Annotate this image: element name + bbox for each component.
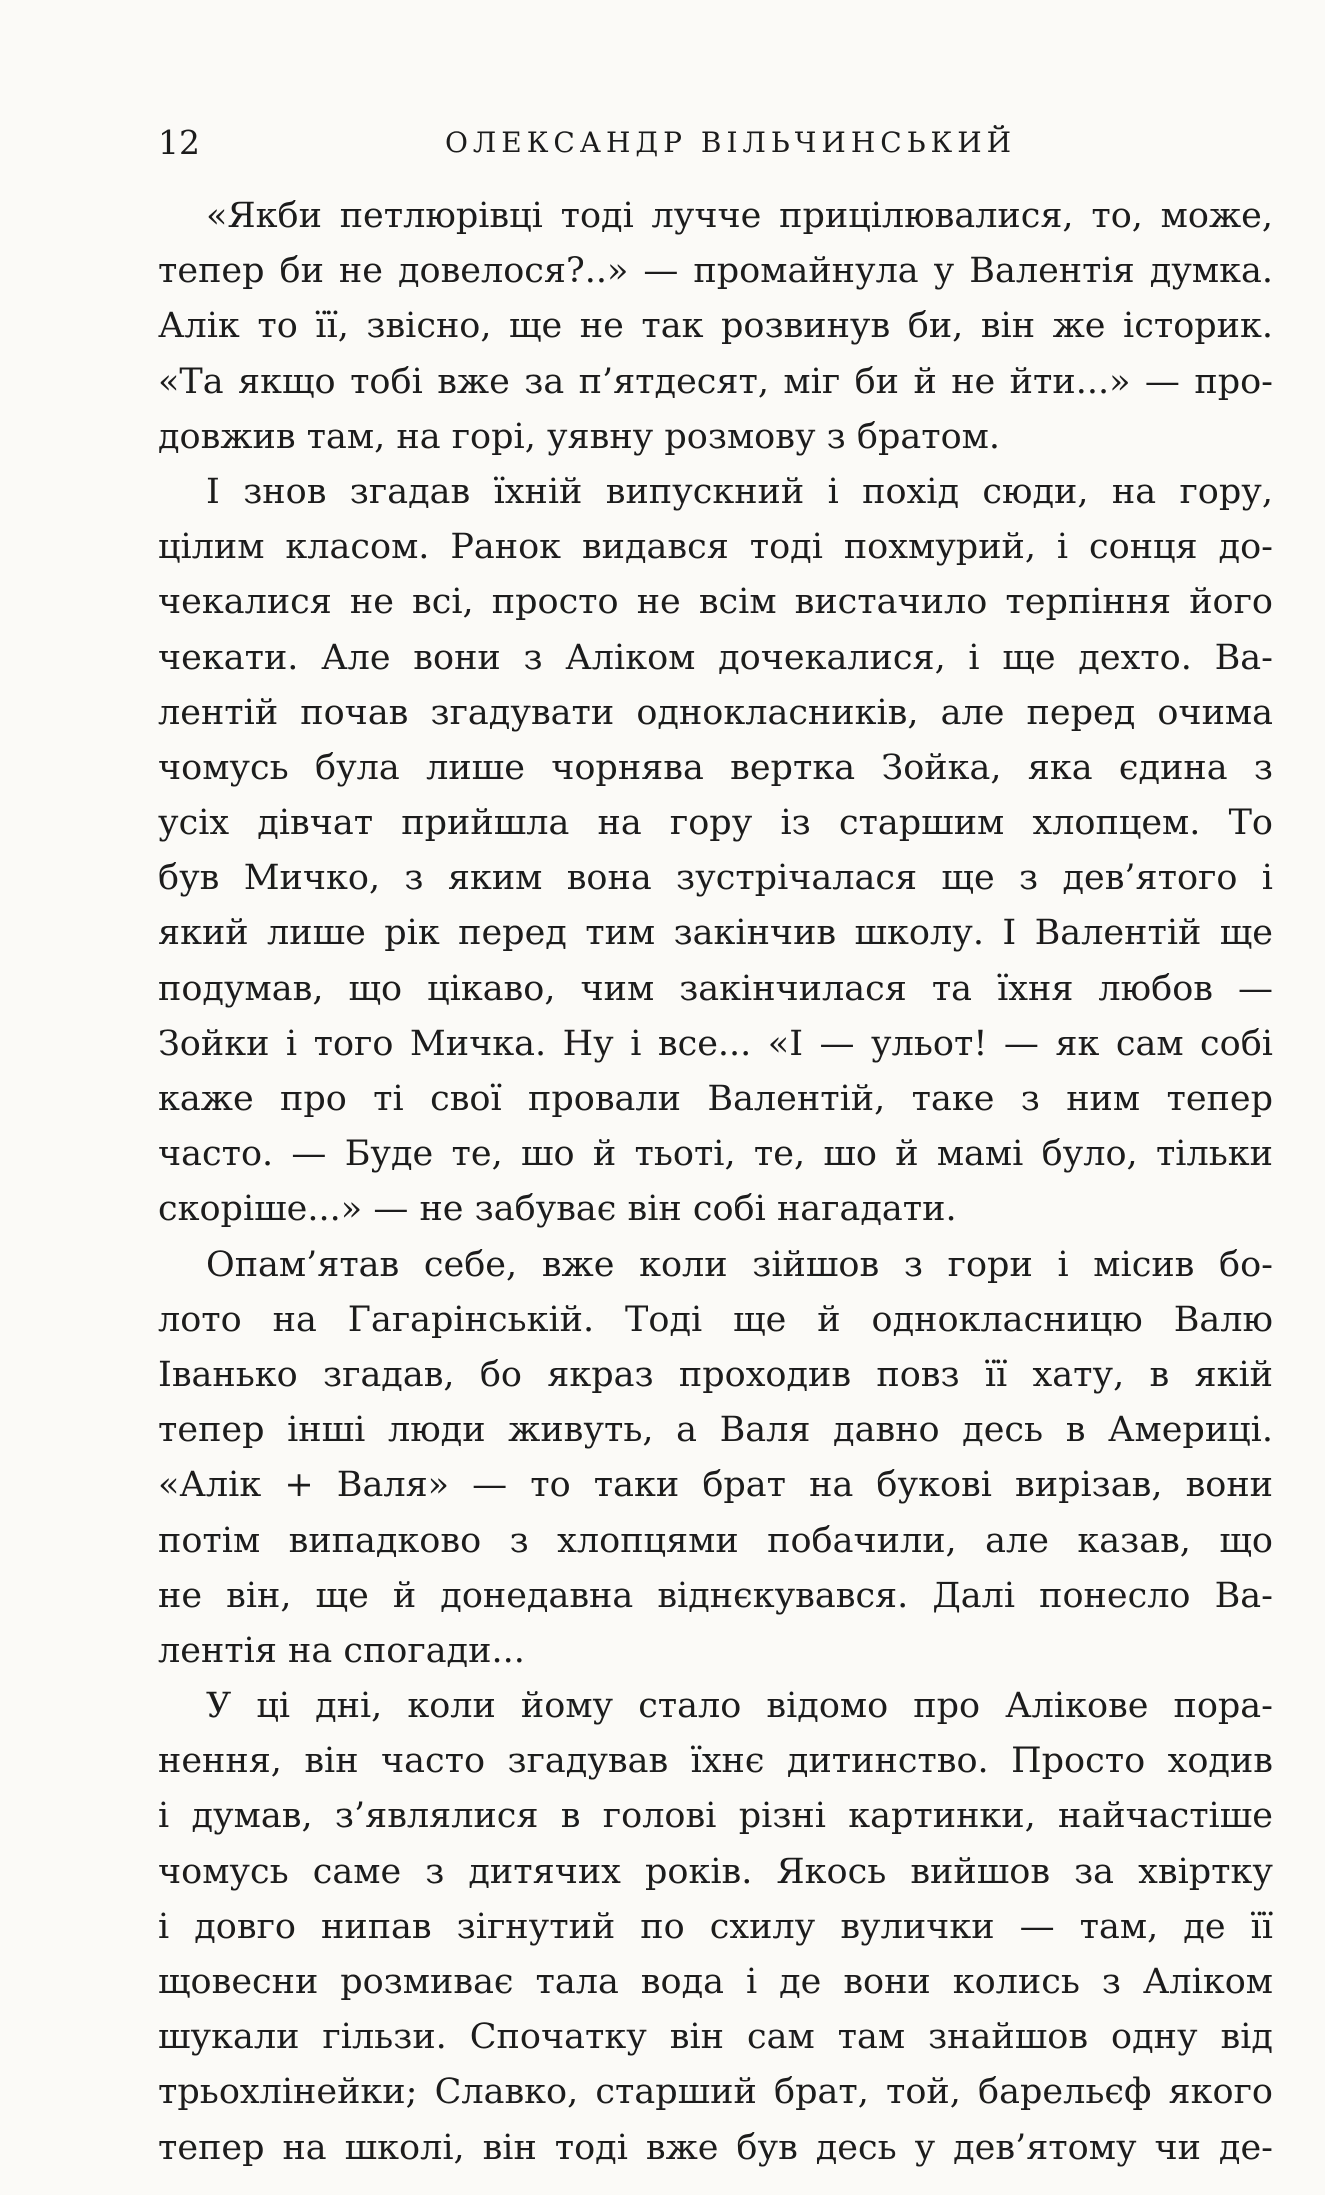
text-line: щовесни розмиває тала вода і де вони колись з Аліком [158, 1962, 1273, 2002]
text-line: «Якби петлюрівці тоді лучче прицілювалися, то, може, [206, 196, 1273, 236]
running-title: ОЛЕКСАНДР ВІЛЬЧИНСЬКИЙ [444, 126, 1017, 159]
paragraph [158, 1679, 1273, 2176]
page-number: 12 [158, 123, 200, 162]
text-line: чекати. Але вони з Аліком дочекалися, і ще дехто. Ва- [158, 637, 1273, 678]
page-header [158, 118, 1273, 168]
text-line: трьохлінейки; Славко, старший брат, той, барельєф якого [158, 2072, 1273, 2113]
text-line: Опам’ятав себе, вже коли зійшов з гори і місив бо- [206, 1244, 1273, 1285]
text-line: Алік то її, звісно, ще не так розвинув би, він же історик. [158, 306, 1273, 347]
text-line: довжив там, на горі, уявну розмову з братом. [158, 416, 1001, 457]
text-line: чомусь саме з дитячих років. Якось вийшов за хвіртку [158, 1851, 1273, 1892]
text-line: лото на Гагарінській. Тоді ще й однокласницю Валю [158, 1299, 1273, 1340]
text-line: який лише рік перед тим закінчив школу. І Валентій ще [158, 913, 1273, 954]
text-line: Іванько згадав, бо якраз проходив повз її хату, в якій [158, 1354, 1273, 1395]
text-line: лентій почав згадувати однокласників, але перед очима [158, 692, 1273, 733]
text-line: чомусь була лише чорнява вертка Зойка, яка єдина з [158, 747, 1273, 788]
text-line: каже про ті свої провали Валентій, таке з ним тепер [158, 1079, 1273, 1119]
text-line: і довго нипав зігнутий по схилу вулички — там, де її [158, 1906, 1273, 1947]
text-line: усіх дівчат прийшла на гору із старшим хлопцем. То [158, 803, 1273, 844]
text-line: не він, ще й донедавна віднєкувався. Далі понесло Ва- [158, 1575, 1273, 1616]
text-line: тепер би не довелося?..» — промайнула у Валентія думка. [158, 251, 1273, 292]
text-line: «Та якщо тобі вже за п’ятдесят, міг би й не йти...» — про- [158, 361, 1273, 402]
text-line: скоріше...» — не забуває він собі нагадати. [158, 1189, 957, 1230]
text-line: часто. — Буде те, шо й тьоті, те, шо й мамі було, тільки [158, 1134, 1273, 1175]
text-line: потім випадково з хлопцями побачили, але казав, що [158, 1520, 1273, 1561]
text-line: подумав, що цікаво, чим закінчилася та їхня любов — [158, 968, 1273, 1009]
text-line: чекалися не всі, просто не всім вистачило терпіння його [158, 582, 1273, 623]
text-line: був Мичко, з яким вона зустрічалася ще з дев’ятого і [158, 858, 1273, 899]
text-line: цілим класом. Ранок видався тоді похмурий, і сонця до- [158, 527, 1273, 568]
text-line: У ці дні, коли йому стало відомо про Алікове пора- [206, 1686, 1273, 1727]
body-text [158, 189, 1273, 2176]
text-line: тепер на школі, він тоді вже був десь у дев’ятому чи де- [158, 2127, 1273, 2168]
text-line: «Алік + Валя» — то таки брат на букові вирізав, вони [158, 1465, 1273, 1506]
text-line: нення, він часто згадував їхнє дитинство. Просто ходив [158, 1741, 1273, 1782]
text-line: І знов згадав їхній випускний і похід сюди, на гору, [206, 471, 1273, 512]
paragraph [158, 1238, 1273, 1680]
text-line: тепер інші люди живуть, а Валя давно десь в Америці. [158, 1410, 1273, 1451]
text-line: Зойки і того Мичка. Ну і все... «І — ульот! — як сам собі [158, 1023, 1273, 1064]
paragraph [158, 189, 1273, 465]
text-line: шукали гільзи. Спочатку він сам там знайшов одну від [158, 2017, 1273, 2058]
text-line: лентія на спогади... [158, 1630, 525, 1671]
text-line: і думав, з’являлися в голові різні картинки, найчастіше [158, 1796, 1273, 1837]
paragraph [158, 465, 1273, 1238]
